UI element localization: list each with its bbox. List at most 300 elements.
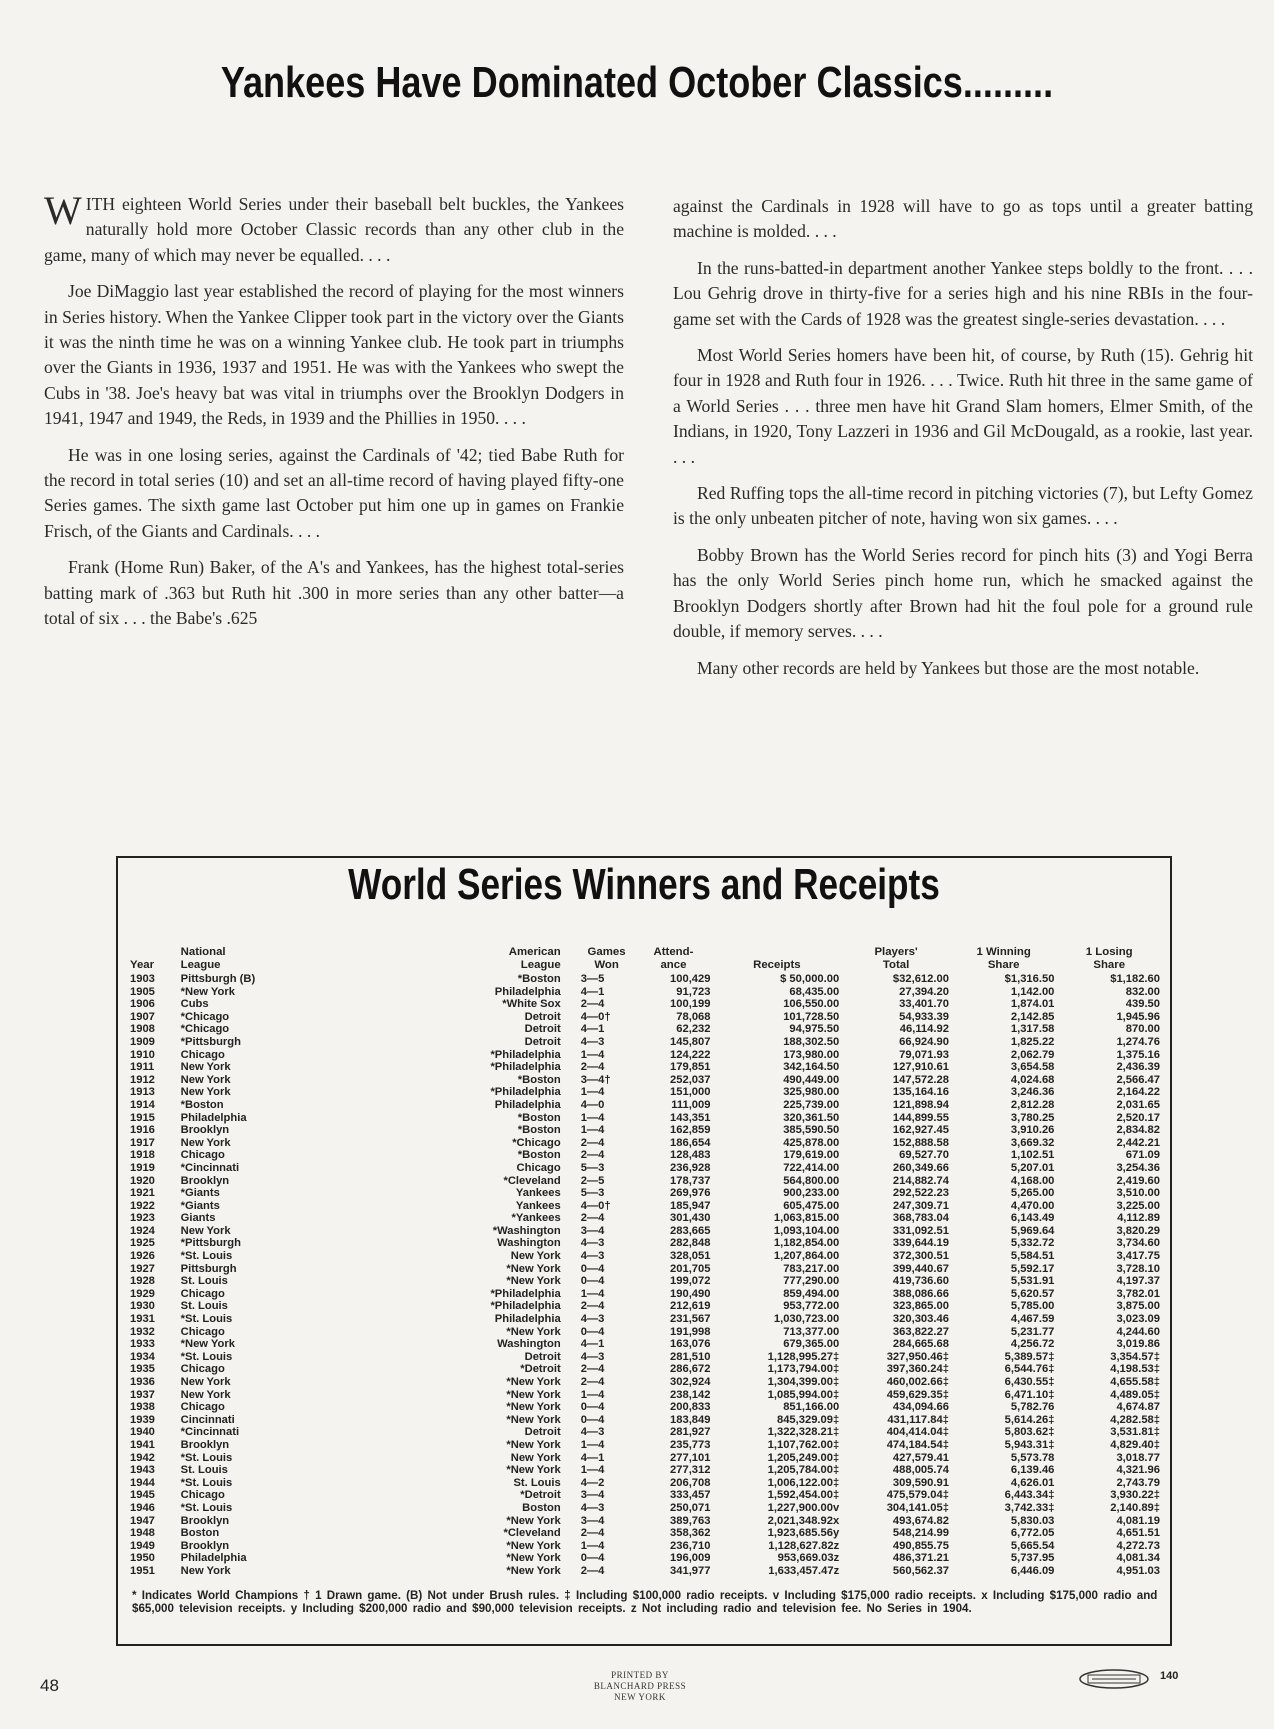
cell-attendance: 212,619 bbox=[670, 1300, 711, 1313]
cell-year: 1915 bbox=[130, 1111, 155, 1124]
cell-winning-share: 6,430.55‡ bbox=[1004, 1376, 1055, 1388]
cell-winning-share: 4,470.00 bbox=[1010, 1199, 1055, 1212]
cell-losing-share: 1,945.96 bbox=[1116, 1010, 1160, 1023]
table-row bbox=[128, 1363, 1162, 1376]
cell-receipts: 1,030,723.00 bbox=[773, 1313, 840, 1326]
cell-attendance: 328,051 bbox=[670, 1250, 711, 1263]
cell-year: 1912 bbox=[130, 1073, 155, 1086]
cell-losing-share: 870.00 bbox=[1125, 1023, 1160, 1036]
cell-players-total: 69,527.70 bbox=[899, 1149, 949, 1162]
cell-winning-share: 4,024.68 bbox=[1010, 1073, 1055, 1086]
cell-attendance: 301,430 bbox=[670, 1212, 711, 1225]
cell-games-won: 4—3 bbox=[580, 1250, 605, 1263]
cell-attendance: 162,859 bbox=[670, 1124, 711, 1137]
table-title: World Series Winners and Receipts bbox=[348, 860, 940, 909]
table-row bbox=[128, 1086, 1162, 1099]
table-row bbox=[128, 1540, 1162, 1553]
cell-american-league: *Boston bbox=[517, 1073, 561, 1086]
cell-attendance: 196,009 bbox=[670, 1552, 711, 1565]
cell-players-total: 309,590.91 bbox=[892, 1476, 949, 1489]
cell-winning-share: 6,443.34‡ bbox=[1004, 1489, 1055, 1502]
cell-receipts: 564,800.00 bbox=[783, 1174, 840, 1187]
cell-games-won: 0—4 bbox=[580, 1552, 605, 1565]
cell-games-won: 0—4 bbox=[580, 1325, 605, 1338]
cell-players-total: 399,440.67 bbox=[892, 1262, 949, 1275]
cell-american-league: *New York bbox=[506, 1275, 561, 1288]
cell-games-won: 4—3 bbox=[580, 1313, 605, 1326]
cell-games-won: 1—4 bbox=[580, 1539, 605, 1552]
cell-american-league: *Yankees bbox=[511, 1212, 561, 1225]
cell-players-total: 434,094.66 bbox=[892, 1401, 949, 1414]
cell-games-won: 2—4 bbox=[580, 998, 605, 1011]
cell-games-won: 1—4 bbox=[580, 1124, 605, 1137]
cell-american-league: *White Sox bbox=[502, 998, 561, 1011]
table-row bbox=[128, 1515, 1162, 1528]
cell-players-total: 474,184.54‡ bbox=[886, 1438, 949, 1451]
cell-games-won: 5—3 bbox=[580, 1187, 605, 1200]
cell-losing-share: 3,875.00 bbox=[1116, 1300, 1160, 1313]
cell-attendance: 281,510 bbox=[670, 1350, 711, 1363]
cell-american-league: *Boston bbox=[517, 1111, 561, 1124]
cell-players-total: 419,736.60 bbox=[892, 1275, 949, 1288]
cell-games-won: 1—4 bbox=[580, 1048, 605, 1061]
cell-players-total: 427,579.41 bbox=[892, 1451, 949, 1464]
cell-year: 1914 bbox=[130, 1098, 155, 1111]
cell-losing-share: 4,244.60 bbox=[1116, 1325, 1160, 1338]
cell-year: 1951 bbox=[130, 1564, 155, 1577]
cell-attendance: 283,665 bbox=[670, 1224, 711, 1237]
cell-winning-share: 5,803.62‡ bbox=[1004, 1426, 1055, 1439]
cell-players-total: 33,401.70 bbox=[899, 998, 949, 1011]
article-paragraph: Bobby Brown has the World Series record for pinch hits (3) and Yogi Berra has the only World Series pinch home run, which he smacked against the Brooklyn Dodgers shortly after Brown had hit the foul pole for a ground rule double, if memory serves. . . . bbox=[673, 544, 1253, 642]
cell-games-won: 3—4 bbox=[580, 1224, 605, 1237]
cell-national-league: *St. Louis bbox=[180, 1350, 233, 1363]
cell-attendance: 190,490 bbox=[670, 1287, 711, 1300]
cell-attendance: 91,723 bbox=[676, 985, 711, 998]
cell-year: 1945 bbox=[130, 1489, 155, 1502]
cell-year: 1925 bbox=[130, 1237, 155, 1250]
cell-players-total: 79,071.93 bbox=[899, 1048, 949, 1061]
cell-receipts: 783,217.00 bbox=[783, 1262, 840, 1275]
cell-winning-share: 4,626.01 bbox=[1010, 1476, 1055, 1489]
cell-winning-share: 5,332.72 bbox=[1010, 1237, 1055, 1250]
cell-national-league: Chicago bbox=[180, 1363, 225, 1376]
cell-national-league: New York bbox=[180, 1061, 231, 1074]
cell-attendance: 185,947 bbox=[670, 1199, 711, 1212]
cell-players-total: 388,086.66 bbox=[892, 1287, 949, 1300]
cell-year: 1928 bbox=[130, 1275, 155, 1288]
cell-players-total: 331,092.51 bbox=[892, 1224, 949, 1237]
cell-losing-share: 3,930.22‡ bbox=[1110, 1489, 1160, 1502]
cell-american-league: *Philadelphia bbox=[490, 1086, 561, 1099]
cell-attendance: 186,654 bbox=[670, 1136, 711, 1149]
cell-winning-share: 3,780.25 bbox=[1010, 1111, 1055, 1124]
cell-attendance: 236,710 bbox=[670, 1539, 711, 1552]
cell-winning-share: 3,910.26 bbox=[1010, 1124, 1055, 1137]
cell-american-league: Detroit bbox=[524, 1350, 561, 1363]
cell-games-won: 0—4 bbox=[580, 1262, 605, 1275]
cell-american-league: Detroit bbox=[524, 1035, 561, 1048]
cell-games-won: 4—1 bbox=[580, 1338, 605, 1351]
cell-american-league: *New York bbox=[506, 1325, 561, 1338]
cell-attendance: 252,037 bbox=[670, 1073, 711, 1086]
article-right-column bbox=[673, 194, 1253, 692]
cell-games-won: 1—4 bbox=[580, 1287, 605, 1300]
cell-receipts: 1,205,249.00‡ bbox=[767, 1451, 840, 1464]
cell-winning-share: 5,665.54 bbox=[1010, 1539, 1055, 1552]
printer-line: PRINTED BY bbox=[611, 1670, 669, 1680]
world-series-table-box bbox=[116, 856, 1172, 1646]
cell-national-league: Brooklyn bbox=[180, 1514, 230, 1527]
cell-winning-share: 5,830.03 bbox=[1010, 1514, 1055, 1527]
cell-national-league: *St. Louis bbox=[180, 1250, 233, 1263]
cell-national-league: *Pittsburgh bbox=[180, 1035, 241, 1048]
cell-losing-share: 2,520.17 bbox=[1116, 1111, 1160, 1124]
cell-losing-share: 4,272.73 bbox=[1116, 1539, 1160, 1552]
cell-receipts: 777,290.00 bbox=[783, 1275, 840, 1288]
cell-year: 1936 bbox=[130, 1376, 155, 1388]
cell-winning-share: 5,573.78 bbox=[1010, 1451, 1055, 1464]
table-row bbox=[128, 1137, 1162, 1150]
cell-losing-share: 3,254.36 bbox=[1116, 1161, 1160, 1174]
table-row bbox=[128, 1061, 1162, 1074]
printer-credit bbox=[560, 1670, 720, 1703]
cell-national-league: Chicago bbox=[180, 1287, 225, 1300]
cell-year: 1939 bbox=[130, 1413, 155, 1426]
cell-games-won: 2—4 bbox=[580, 1363, 605, 1376]
cell-winning-share: 3,246.36 bbox=[1010, 1086, 1055, 1099]
cell-losing-share: 2,743.79 bbox=[1116, 1476, 1160, 1489]
cell-receipts: 859,494.00 bbox=[783, 1287, 840, 1300]
cell-year: 1926 bbox=[130, 1250, 155, 1263]
cell-losing-share: 4,198.53‡ bbox=[1110, 1363, 1160, 1376]
cell-games-won: 1—4 bbox=[580, 1464, 605, 1477]
cell-attendance: 277,312 bbox=[670, 1464, 711, 1477]
cell-games-won: 1—4 bbox=[580, 1111, 605, 1124]
cell-year: 1906 bbox=[130, 998, 155, 1011]
cell-receipts: 179,619.00 bbox=[783, 1149, 840, 1162]
cell-losing-share: 2,419.60 bbox=[1116, 1174, 1160, 1187]
header-receipts: Receipts bbox=[753, 958, 801, 971]
cell-winning-share: $1,316.50 bbox=[1004, 973, 1055, 985]
cell-losing-share: 1,375.16 bbox=[1116, 1048, 1160, 1061]
cell-year: 1941 bbox=[130, 1438, 155, 1451]
cell-national-league: *Giants bbox=[180, 1187, 220, 1200]
cell-winning-share: 2,062.79 bbox=[1010, 1048, 1055, 1061]
cell-winning-share: 3,669.32 bbox=[1010, 1136, 1055, 1149]
table-row bbox=[128, 1313, 1162, 1326]
cell-american-league: *Philadelphia bbox=[490, 1300, 561, 1313]
article-paragraph: Most World Series homers have been hit, of course, by Ruth (15). Gehrig hit four in 1928 and Ruth four in 1926. . . . Twice. Ruth hit three in the same game of a World Series . . . three men have hit Grand Slam homers, Elmer Smith, of the Indians, in 1920, Tony Lazzeri in 1936 and Gil McDougald, as a rookie, last year. . . . bbox=[673, 345, 1253, 467]
cell-american-league: Detroit bbox=[524, 1023, 561, 1036]
cell-american-league: *New York bbox=[506, 1514, 561, 1527]
article-left-column bbox=[44, 188, 624, 643]
cell-year: 1937 bbox=[130, 1388, 155, 1401]
cell-receipts: 722,414.00 bbox=[783, 1161, 840, 1174]
cell-receipts: 851,166.00 bbox=[783, 1401, 840, 1414]
table-row bbox=[128, 1099, 1162, 1112]
cell-year: 1950 bbox=[130, 1552, 155, 1565]
cell-receipts: 320,361.50 bbox=[783, 1111, 840, 1124]
cell-losing-share: 3,531.81‡ bbox=[1110, 1426, 1160, 1439]
article-paragraph bbox=[44, 188, 624, 268]
cell-receipts: 679,365.00 bbox=[783, 1338, 840, 1351]
cell-games-won: 2—4 bbox=[580, 1527, 605, 1540]
cell-losing-share: 832.00 bbox=[1125, 985, 1160, 998]
cell-attendance: 235,773 bbox=[670, 1438, 711, 1451]
cell-games-won: 1—4 bbox=[580, 1438, 605, 1451]
cell-american-league: Chicago bbox=[516, 1161, 561, 1174]
cell-attendance: 250,071 bbox=[670, 1501, 711, 1514]
cell-american-league: Washington bbox=[497, 1237, 561, 1250]
cell-winning-share: 5,231.77 bbox=[1010, 1325, 1055, 1338]
cell-american-league: *New York bbox=[506, 1564, 561, 1577]
cell-attendance: 178,737 bbox=[670, 1174, 711, 1187]
cell-american-league: *Philadelphia bbox=[490, 1061, 561, 1074]
cell-receipts: 1,173,794.00‡ bbox=[767, 1363, 840, 1376]
cell-receipts: 225,739.00 bbox=[783, 1098, 840, 1111]
cell-players-total: 144,899.55 bbox=[892, 1111, 949, 1124]
cell-receipts: 106,550.00 bbox=[783, 998, 840, 1011]
union-code: 140 bbox=[1160, 1670, 1179, 1682]
cell-players-total: 548,214.99 bbox=[892, 1527, 949, 1540]
cell-games-won: 1—4 bbox=[580, 1086, 605, 1099]
table-row bbox=[128, 1187, 1162, 1200]
table-row bbox=[128, 1212, 1162, 1225]
cell-attendance: 231,567 bbox=[670, 1313, 711, 1326]
cell-attendance: 183,849 bbox=[670, 1413, 711, 1426]
cell-attendance: 128,483 bbox=[670, 1149, 711, 1162]
table-row bbox=[128, 1426, 1162, 1439]
cell-players-total: 460,002.66‡ bbox=[886, 1376, 949, 1388]
table-row bbox=[128, 1162, 1162, 1175]
cell-receipts: 1,107,762.00‡ bbox=[767, 1438, 840, 1451]
cell-losing-share: 3,734.60 bbox=[1116, 1237, 1160, 1250]
cell-national-league: New York bbox=[180, 1073, 231, 1086]
cell-losing-share: 3,820.29 bbox=[1116, 1224, 1160, 1237]
cell-american-league: *Detroit bbox=[520, 1363, 561, 1376]
cell-receipts: 325,980.00 bbox=[783, 1086, 840, 1099]
table-row bbox=[128, 986, 1162, 999]
cell-players-total: 127,910.61 bbox=[892, 1061, 949, 1074]
cell-national-league: *Boston bbox=[180, 1098, 224, 1111]
cell-receipts: 1,085,994.00‡ bbox=[767, 1388, 840, 1401]
cell-year: 1938 bbox=[130, 1401, 155, 1414]
cell-national-league: Cubs bbox=[180, 998, 209, 1011]
cell-year: 1916 bbox=[130, 1124, 155, 1137]
cell-players-total: 162,927.45 bbox=[892, 1124, 949, 1137]
cell-receipts: 68,435.00 bbox=[789, 985, 840, 998]
cell-players-total: 121,898.94 bbox=[892, 1098, 949, 1111]
cell-winning-share: 6,772.05 bbox=[1010, 1527, 1055, 1540]
cell-games-won: 4—1 bbox=[580, 1451, 605, 1464]
cell-national-league: *New York bbox=[180, 1338, 235, 1351]
cell-attendance: 269,976 bbox=[670, 1187, 711, 1200]
cell-american-league: *Cleveland bbox=[503, 1174, 561, 1187]
table-row bbox=[128, 1275, 1162, 1288]
cell-national-league: Chicago bbox=[180, 1489, 225, 1502]
cell-year: 1908 bbox=[130, 1023, 155, 1036]
cell-games-won: 4—0† bbox=[580, 1199, 611, 1212]
cell-national-league: St. Louis bbox=[180, 1300, 228, 1313]
cell-american-league: *New York bbox=[506, 1539, 561, 1552]
cell-losing-share: 2,442.21 bbox=[1116, 1136, 1160, 1149]
cell-receipts: 342,164.50 bbox=[783, 1061, 840, 1074]
cell-attendance: 100,199 bbox=[670, 998, 711, 1011]
cell-receipts: 1,322,328.21‡ bbox=[767, 1426, 840, 1439]
cell-attendance: 277,101 bbox=[670, 1451, 711, 1464]
header-attendance: Attend- ance bbox=[653, 946, 694, 971]
cell-winning-share: 6,143.49 bbox=[1010, 1212, 1055, 1225]
cell-year: 1927 bbox=[130, 1262, 155, 1275]
page-headline: Yankees Have Dominated October Classics......... bbox=[220, 58, 1054, 107]
cell-attendance: 163,076 bbox=[670, 1338, 711, 1351]
cell-american-league: *Chicago bbox=[512, 1136, 561, 1149]
table-row bbox=[128, 1477, 1162, 1490]
cell-games-won: 4—3 bbox=[580, 1501, 605, 1514]
header-winning-share: 1 Winning Share bbox=[976, 946, 1031, 971]
cell-losing-share: 2,834.82 bbox=[1116, 1124, 1160, 1137]
cell-attendance: 151,000 bbox=[670, 1086, 711, 1099]
cell-winning-share: 5,737.95 bbox=[1010, 1552, 1055, 1565]
table-header-row bbox=[128, 946, 1162, 973]
cell-american-league: St. Louis bbox=[513, 1476, 561, 1489]
cell-winning-share: 5,584.51 bbox=[1010, 1250, 1055, 1263]
cell-receipts: 1,592,454.00‡ bbox=[767, 1489, 840, 1502]
table-footnote: * Indicates World Champions † 1 Drawn game. (B) Not under Brush rules. ‡ Including $100,000 radio receipts. v Including $175,000 radio receipts. x Including $175,000 radio and $65,000 television receipts. y Including $200,000 radio and $90,000 television receipts. z Not including radio and television fee. No Series in 1904. bbox=[132, 1589, 1158, 1616]
cell-attendance: 145,807 bbox=[670, 1035, 711, 1048]
cell-american-league: *Detroit bbox=[520, 1489, 561, 1502]
table-row bbox=[128, 1464, 1162, 1477]
cell-receipts: 1,923,685.56y bbox=[767, 1527, 840, 1540]
cell-players-total: 327,950.46‡ bbox=[886, 1350, 949, 1363]
cell-attendance: 333,457 bbox=[670, 1489, 711, 1502]
cell-winning-share: 2,142.85 bbox=[1010, 1010, 1055, 1023]
header-players-total: Players' Total bbox=[874, 946, 918, 971]
table-row bbox=[128, 1175, 1162, 1188]
cell-winning-share: 3,654.58 bbox=[1010, 1061, 1055, 1074]
cell-receipts: 1,093,104.00 bbox=[773, 1224, 840, 1237]
cell-attendance: 281,927 bbox=[670, 1426, 711, 1439]
article-paragraph: Many other records are held by Yankees but those are the most notable. bbox=[697, 657, 1200, 678]
cell-year: 1930 bbox=[130, 1300, 155, 1313]
table-row bbox=[128, 1288, 1162, 1301]
cell-players-total: 397,360.24‡ bbox=[886, 1363, 949, 1376]
cell-players-total: 152,888.58 bbox=[892, 1136, 949, 1149]
cell-games-won: 4—1 bbox=[580, 985, 605, 998]
cell-american-league: *New York bbox=[506, 1376, 561, 1388]
cell-winning-share: 4,256.72 bbox=[1010, 1338, 1055, 1351]
cell-games-won: 4—3 bbox=[580, 1426, 605, 1439]
cell-losing-share: 2,140.89‡ bbox=[1110, 1501, 1160, 1514]
table-body bbox=[128, 973, 1162, 1578]
cell-players-total: 323,865.00 bbox=[892, 1300, 949, 1313]
cell-national-league: *Giants bbox=[180, 1199, 220, 1212]
cell-national-league: *St. Louis bbox=[180, 1476, 233, 1489]
cell-games-won: 2—4 bbox=[580, 1376, 605, 1388]
cell-year: 1917 bbox=[130, 1136, 155, 1149]
cell-national-league: Chicago bbox=[180, 1325, 225, 1338]
table-row bbox=[128, 1389, 1162, 1402]
cell-winning-share: 1,102.51 bbox=[1010, 1149, 1055, 1162]
union-label-logo bbox=[1078, 1668, 1150, 1690]
cell-losing-share: 4,282.58‡ bbox=[1110, 1413, 1160, 1426]
cell-winning-share: 4,467.59 bbox=[1010, 1313, 1055, 1326]
cell-players-total: $32,612.00 bbox=[892, 973, 949, 985]
cell-national-league: Cincinnati bbox=[180, 1413, 235, 1426]
cell-games-won: 3—4† bbox=[580, 1073, 611, 1086]
cell-american-league: New York bbox=[510, 1250, 561, 1263]
printer-line: NEW YORK bbox=[614, 1692, 666, 1702]
cell-american-league: *New York bbox=[506, 1413, 561, 1426]
cell-year: 1944 bbox=[130, 1476, 155, 1489]
cell-losing-share: 4,112.89 bbox=[1117, 1212, 1160, 1225]
cell-national-league: St. Louis bbox=[180, 1275, 228, 1288]
cell-players-total: 372,300.51 bbox=[892, 1250, 949, 1263]
cell-players-total: 304,141.05‡ bbox=[886, 1501, 949, 1514]
cell-losing-share: 4,829.40‡ bbox=[1110, 1438, 1160, 1451]
cell-players-total: 135,164.16 bbox=[892, 1086, 949, 1099]
cell-receipts: 1,227,900.00v bbox=[767, 1501, 840, 1514]
cell-receipts: 1,128,627.82z bbox=[768, 1539, 840, 1552]
cell-year: 1948 bbox=[130, 1527, 155, 1540]
article-paragraph: against the Cardinals in 1928 will have to go as tops until a greater batting machine is molded. . . . bbox=[673, 196, 1253, 242]
cell-receipts: 953,669.03z bbox=[777, 1552, 840, 1565]
cell-winning-share: 5,592.17 bbox=[1010, 1262, 1055, 1275]
cell-players-total: 320,303.46 bbox=[892, 1313, 949, 1326]
cell-receipts: 385,590.50 bbox=[783, 1124, 840, 1137]
cell-receipts: 94,975.50 bbox=[789, 1023, 840, 1036]
cell-games-won: 2—4 bbox=[580, 1149, 605, 1162]
cell-national-league: Pittsburgh bbox=[180, 1262, 237, 1275]
table-row bbox=[128, 1351, 1162, 1364]
cell-year: 1909 bbox=[130, 1035, 155, 1048]
table-row bbox=[128, 998, 1162, 1011]
cell-games-won: 2—4 bbox=[580, 1564, 605, 1577]
cell-players-total: 247,309.71 bbox=[892, 1199, 949, 1212]
cell-winning-share: 1,317.58 bbox=[1010, 1023, 1055, 1036]
cell-year: 1934 bbox=[130, 1350, 155, 1363]
cell-american-league: Philadelphia bbox=[494, 1313, 561, 1326]
cell-year: 1931 bbox=[130, 1313, 155, 1326]
cell-games-won: 2—4 bbox=[580, 1300, 605, 1313]
cell-attendance: 206,708 bbox=[670, 1476, 711, 1489]
header-national-league: National League bbox=[180, 946, 226, 971]
cell-losing-share: 4,321.96 bbox=[1116, 1464, 1160, 1477]
cell-national-league: Brooklyn bbox=[180, 1174, 230, 1187]
table-row bbox=[128, 1225, 1162, 1238]
cell-losing-share: 4,197.37 bbox=[1116, 1275, 1160, 1288]
cell-attendance: 341,977 bbox=[670, 1564, 711, 1577]
cell-american-league: *Philadelphia bbox=[490, 1287, 561, 1300]
table-row bbox=[128, 1401, 1162, 1414]
cell-winning-share: 5,265.00 bbox=[1010, 1187, 1055, 1200]
cell-losing-share: 439.50 bbox=[1125, 998, 1160, 1011]
cell-losing-share: 3,018.77 bbox=[1116, 1451, 1160, 1464]
cell-losing-share: 4,951.03 bbox=[1116, 1564, 1160, 1577]
cell-attendance: 389,763 bbox=[670, 1514, 711, 1527]
cell-attendance: 191,998 bbox=[670, 1325, 711, 1338]
cell-american-league: *Cleveland bbox=[503, 1527, 561, 1540]
cell-year: 1932 bbox=[130, 1325, 155, 1338]
table-row bbox=[128, 1237, 1162, 1250]
cell-receipts: 2,021,348.92x bbox=[767, 1514, 840, 1527]
cell-year: 1933 bbox=[130, 1338, 155, 1351]
cell-national-league: Giants bbox=[180, 1212, 216, 1225]
cell-games-won: 2—4 bbox=[580, 1061, 605, 1074]
cell-losing-share: 3,728.10 bbox=[1116, 1262, 1160, 1275]
cell-american-league: Boston bbox=[522, 1501, 561, 1514]
